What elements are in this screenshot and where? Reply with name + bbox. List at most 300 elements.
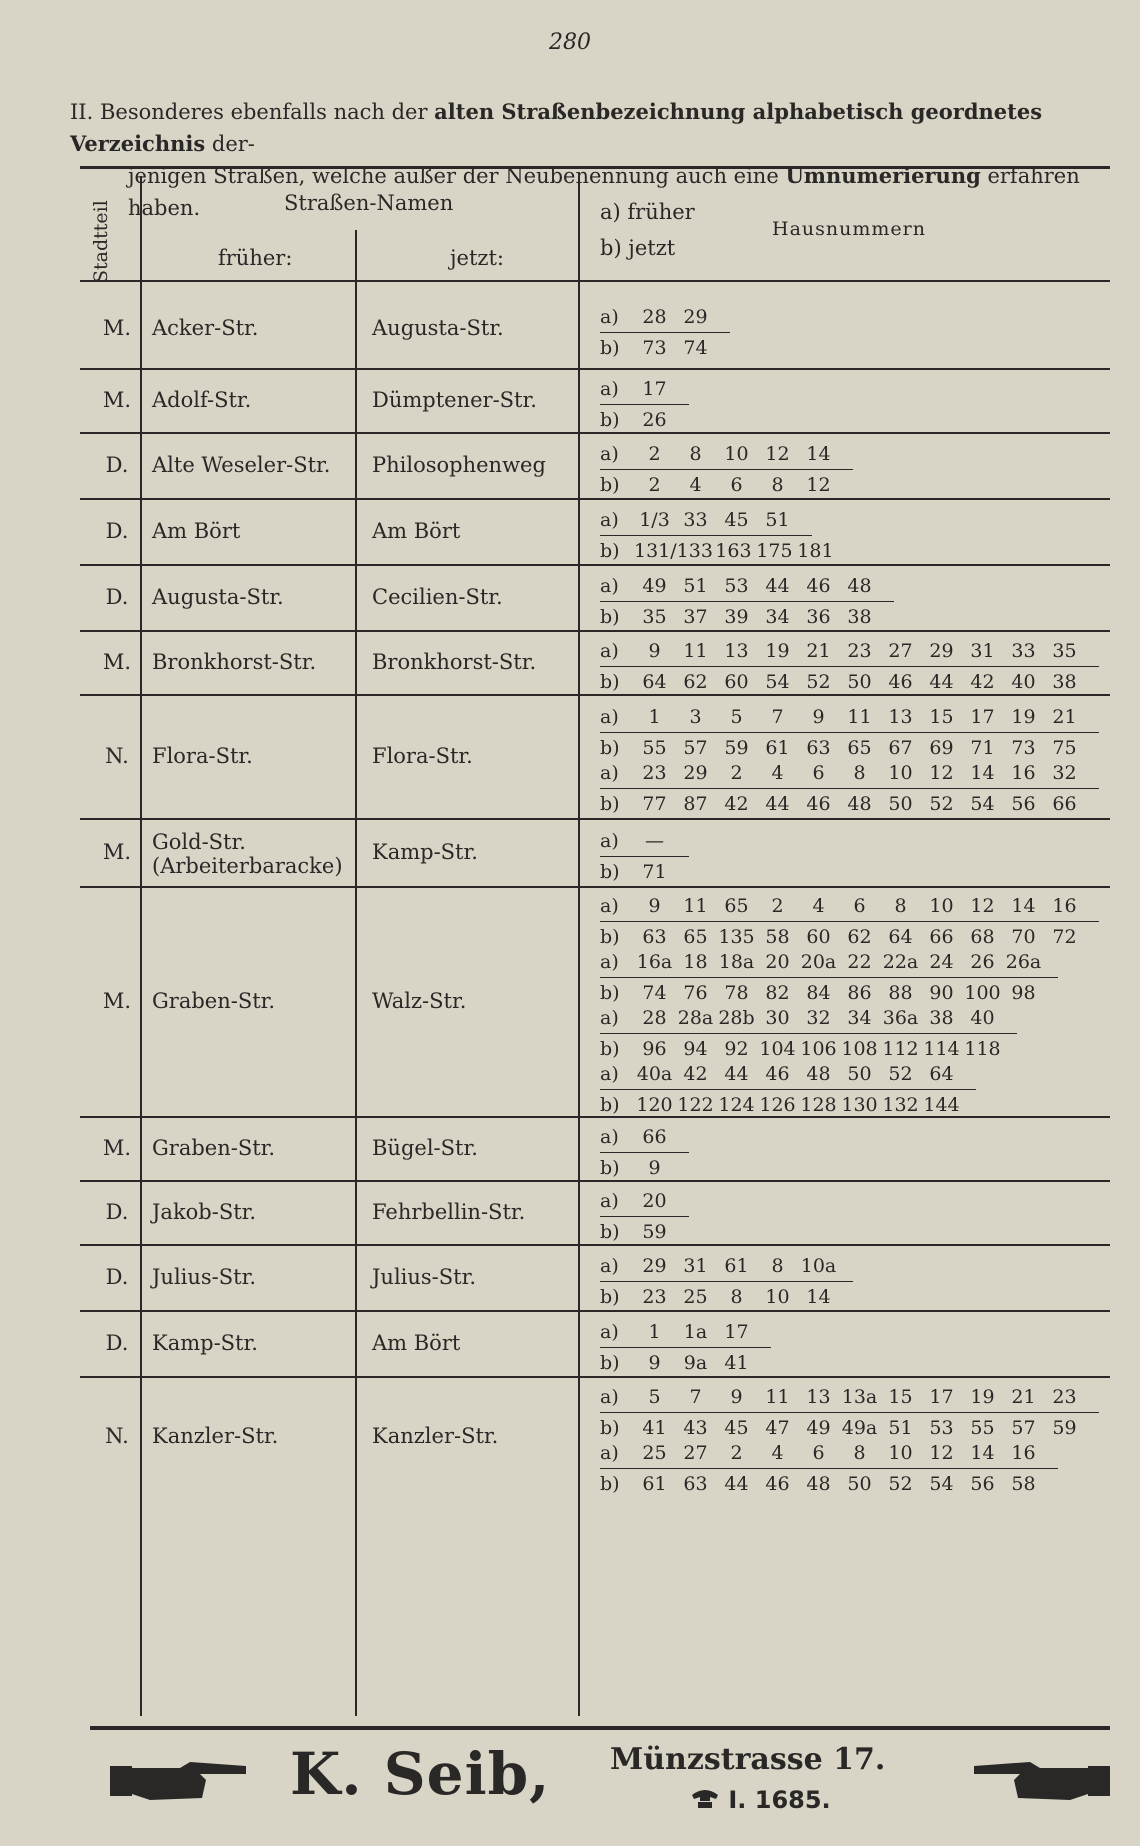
line-label: b) [600,409,620,431]
old-name-text: Graben-Str. [152,989,276,1013]
house-number: 25 [683,1286,708,1308]
cell-stadtteil: N. [105,1424,129,1448]
house-number: 23 [847,640,872,662]
house-number: 11 [847,706,872,728]
line-label: b) [600,1157,620,1179]
house-number: 144 [923,1094,960,1116]
house-number: 74 [642,982,667,1004]
cell-stadtteil: D. [105,1200,129,1224]
house-number: 88 [888,982,913,1004]
header-divider [80,280,1110,284]
house-number: 17 [970,706,995,728]
house-number: 29 [642,1255,667,1277]
house-number: 20a [800,951,837,973]
house-number: 57 [1011,1417,1036,1439]
house-number: 35 [1052,640,1077,662]
cell-new-name: Walz-Str. [372,989,467,1013]
line-label: b) [600,982,620,1004]
line-label: b) [600,861,620,883]
house-number: 9 [648,895,661,917]
house-number: 59 [724,737,749,759]
heading-text-4: erfahren haben. [128,164,1080,220]
house-number: 90 [929,982,954,1004]
house-number: 6 [730,474,743,496]
number-pair [600,1122,1105,1178]
numbers-line-b [600,789,1105,819]
table-row [80,1312,1110,1378]
house-number: 41 [724,1352,749,1374]
house-number: 40a [636,1063,673,1085]
numbers-line-a [600,1186,689,1217]
line-label: b) [600,1473,620,1495]
cell-old-name [152,1331,362,1355]
house-number: 27 [888,640,913,662]
old-name-text: Graben-Str. [152,1136,276,1160]
house-number: 1 [648,1321,661,1343]
house-number: 35 [642,606,667,628]
house-number: 22 [847,951,872,973]
table-row [80,696,1110,820]
house-number: 19 [1011,706,1036,728]
old-name-note: (Arbeiterbaracke) [152,854,343,878]
number-pair [600,302,1105,358]
house-number: 44 [724,1063,749,1085]
house-number: 4 [689,474,702,496]
numbers-line-a [600,1382,1099,1413]
house-number: 13 [724,640,749,662]
house-number: 50 [847,1063,872,1085]
house-number: 44 [929,671,954,693]
house-number: 55 [970,1417,995,1439]
house-number: 19 [970,1386,995,1408]
cell-new-name: Bügel-Str. [372,1136,478,1160]
house-number: 32 [1052,762,1077,784]
house-number: 67 [888,737,913,759]
numbers-line-a [600,1122,689,1153]
house-number: 6 [812,1442,825,1464]
numbers-line-a [600,302,730,333]
cell-old-name [152,744,362,768]
house-number: 8 [771,474,784,496]
line-label: b) [600,1094,620,1116]
house-number: 31 [970,640,995,662]
house-number: 6 [812,762,825,784]
house-number: 2 [730,1442,743,1464]
cell-stadtteil: D. [105,453,129,477]
number-pair [600,947,1105,1003]
house-number: 49 [806,1417,831,1439]
numbers-line-b [600,536,1105,566]
house-number: 8 [771,1255,784,1277]
house-number: 14 [970,1442,995,1464]
old-name-text: Gold-Str. [152,830,246,854]
line-label: b) [600,1038,620,1060]
house-number: 122 [677,1094,714,1116]
number-pair [600,758,1105,814]
number-pair [600,891,1105,947]
numbers-line-a [600,1438,1058,1469]
house-number: 48 [847,575,872,597]
line-label: a) [600,306,619,328]
house-number: 17 [929,1386,954,1408]
house-number: 64 [888,926,913,948]
house-number: 5 [648,1386,661,1408]
cell-old-name [152,830,362,878]
house-number: 1/3 [639,509,670,531]
cell-hausnummern [600,636,1105,692]
house-number: 53 [724,575,749,597]
house-number: 60 [806,926,831,948]
number-pair [600,1438,1105,1494]
old-name-text: Acker-Str. [152,316,259,340]
numbers-line-a [600,702,1099,733]
house-number: 4 [771,762,784,784]
numbers-line-a [600,758,1099,789]
house-number: 60 [724,671,749,693]
cell-stadtteil: D. [105,1331,129,1355]
numbers-line-b [600,1348,1105,1378]
numbers-line-a [600,1059,976,1090]
house-number: 7 [689,1386,702,1408]
house-number: 36a [882,1007,919,1029]
house-number: 10 [765,1286,790,1308]
heading-bold-1: alten Straßenbezeichnung alphabetisch geordnetes Verzeichnis [70,99,1043,156]
table-header [80,176,1110,284]
house-number: 47 [765,1417,790,1439]
house-number: 11 [765,1386,790,1408]
house-number: 124 [718,1094,755,1116]
house-number: 17 [724,1321,749,1343]
house-number: 9a [683,1352,708,1374]
house-number: 70 [1011,926,1036,948]
house-number: 96 [642,1038,667,1060]
old-name-text: Julius-Str. [152,1265,257,1289]
house-number: 58 [765,926,790,948]
house-number: 7 [771,706,784,728]
cell-old-name [152,316,362,340]
house-number: 39 [724,606,749,628]
cell-old-name [152,1424,362,1448]
house-number: 131/133 [634,540,713,562]
house-number: 2 [648,443,661,465]
house-number: 52 [929,793,954,815]
number-pair [600,505,1105,561]
house-number: 34 [847,1007,872,1029]
house-number: 14 [1011,895,1036,917]
house-number: 54 [970,793,995,815]
cell-hausnummern [600,571,1105,627]
house-number: 132 [882,1094,919,1116]
telephone-icon [690,1787,720,1815]
house-number: 38 [847,606,872,628]
house-number: 44 [724,1473,749,1495]
house-number: 10 [929,895,954,917]
numbers-line-a [600,1003,1017,1034]
house-number: 19 [765,640,790,662]
house-number: 41 [642,1417,667,1439]
house-number: 30 [765,1007,790,1029]
numbers-line-a [600,571,894,602]
line-label: a) [600,762,619,784]
house-number: 62 [847,926,872,948]
cell-old-name [152,1136,362,1160]
heading-numeral: II. [70,100,94,124]
house-number: 51 [683,575,708,597]
cell-stadtteil: M. [102,989,132,1013]
house-number: 42 [683,1063,708,1085]
line-label: b) [600,671,620,693]
cell-old-name [152,1200,362,1224]
cell-hausnummern [600,1382,1105,1494]
line-label: b) [600,737,620,759]
cell-stadtteil: D. [105,1265,129,1289]
house-number: 8 [689,443,702,465]
line-label: a) [600,1442,619,1464]
advert-phone-number: I. 1685. [728,1786,831,1814]
line-label: a) [600,1190,619,1212]
house-number: 78 [724,982,749,1004]
house-number: 38 [1052,671,1077,693]
house-number: 45 [724,1417,749,1439]
pointing-hand-right-icon [110,1758,250,1808]
house-number: 73 [1011,737,1036,759]
house-number: 40 [970,1007,995,1029]
house-number: 26 [970,951,995,973]
house-number: 48 [847,793,872,815]
house-number: 3 [689,706,702,728]
header-frueher: früher: [218,246,293,270]
house-number: 33 [683,509,708,531]
old-name-text: Jakob-Str. [152,1200,257,1224]
house-number: 66 [1052,793,1077,815]
line-label: a) [600,1255,619,1277]
house-number: 48 [806,1063,831,1085]
house-number: 11 [683,895,708,917]
house-number: 45 [724,509,749,531]
table-row [80,1246,1110,1312]
house-number: 87 [683,793,708,815]
house-number: 52 [806,671,831,693]
house-number: 42 [724,793,749,815]
house-number: 33 [1011,640,1036,662]
header-jetzt: jetzt: [450,246,504,270]
house-number: 42 [970,671,995,693]
house-number: 71 [970,737,995,759]
cell-new-name: Kamp-Str. [372,840,478,864]
house-number: 29 [683,762,708,784]
heading-text-2: der- [211,132,255,156]
house-number: 13a [841,1386,878,1408]
table-row [80,820,1110,888]
house-number: 9 [812,706,825,728]
old-name-text: Adolf-Str. [152,388,252,412]
house-number: 13 [888,706,913,728]
house-number: 44 [765,793,790,815]
house-number: 29 [929,640,954,662]
old-name-text: Bronkhorst-Str. [152,650,317,674]
house-number: 26 [642,409,667,431]
number-pair [600,826,1105,882]
heading-text-3: jenigen Straßen, welche außer der Neubenennung auch eine [128,164,779,188]
house-number: 9 [730,1386,743,1408]
numbers-line-a [600,947,1058,978]
house-number: 8 [853,1442,866,1464]
advertisement [90,1738,1110,1824]
line-label: a) [600,378,619,400]
house-number: 130 [841,1094,878,1116]
numbers-line-a [600,505,812,536]
table-row [80,1118,1110,1182]
numbers-line-b [600,1469,1105,1499]
line-label: b) [600,474,620,496]
advert-street: Münzstrasse 17. [610,1742,886,1777]
house-number: 48 [806,1473,831,1495]
house-number: 63 [806,737,831,759]
numbers-line-b [600,667,1105,697]
number-pair [600,1317,1105,1373]
house-number: 51 [765,509,790,531]
house-number: 1a [683,1321,708,1343]
house-number: 28 [642,1007,667,1029]
cell-stadtteil: D. [105,519,129,543]
line-label: b) [600,793,620,815]
house-number: 12 [806,474,831,496]
house-number: 37 [683,606,708,628]
table-row [80,888,1110,1118]
line-label: b) [600,606,620,628]
line-label: a) [600,640,619,662]
house-number: 1 [648,706,661,728]
pointing-hand-left-icon [970,1758,1110,1808]
line-label: a) [600,1007,619,1029]
house-number: 21 [1011,1386,1036,1408]
house-number: 62 [683,671,708,693]
house-number: 34 [765,606,790,628]
numbers-line-a [600,826,689,857]
house-number: 8 [853,762,866,784]
house-number: 8 [730,1286,743,1308]
house-number: 32 [806,1007,831,1029]
house-number: 73 [642,337,667,359]
house-number: 6 [853,895,866,917]
house-number: 181 [797,540,834,562]
house-number: 23 [1052,1386,1077,1408]
house-number: 84 [806,982,831,1004]
house-number: 20 [765,951,790,973]
old-name-text: Flora-Str. [152,744,253,768]
house-number: 28b [718,1007,755,1029]
house-number: 14 [970,762,995,784]
house-number: 61 [724,1255,749,1277]
house-number: 118 [964,1038,1001,1060]
house-number: 66 [929,926,954,948]
house-number: 21 [1052,706,1077,728]
house-number: 98 [1011,982,1036,1004]
house-number: 86 [847,982,872,1004]
house-number: 66 [642,1126,667,1148]
cell-old-name [152,1265,362,1289]
house-number: 61 [642,1473,667,1495]
house-number: 46 [765,1063,790,1085]
cell-stadtteil: M. [102,840,132,864]
house-number: 46 [806,575,831,597]
line-label: a) [600,1321,619,1343]
house-number: 46 [765,1473,790,1495]
heading-bold-2: Umnumerierung [785,163,981,188]
house-number: 5 [730,706,743,728]
house-number: 114 [923,1038,960,1060]
table-top-rule [80,166,1110,169]
cell-stadtteil: M. [102,650,132,674]
old-name-text: Kanzler-Str. [152,1424,279,1448]
house-number: 12 [765,443,790,465]
line-label: a) [600,443,619,465]
house-number: 23 [642,762,667,784]
cell-hausnummern [600,1186,1105,1242]
house-number: 16 [1011,1442,1036,1464]
numbers-line-b [600,470,1105,500]
house-number: 54 [929,1473,954,1495]
house-number: 15 [929,706,954,728]
house-number: 23 [642,1286,667,1308]
house-number: 106 [800,1038,837,1060]
house-number: 58 [1011,1473,1036,1495]
house-number: 120 [636,1094,673,1116]
house-number: 10 [724,443,749,465]
table-row [80,500,1110,566]
numbers-line-b [600,857,1105,887]
cell-new-name: Julius-Str. [372,1265,477,1289]
line-label: a) [600,895,619,917]
house-number: 24 [929,951,954,973]
old-name-text: Am Bört [152,519,241,543]
cell-new-name: Dümptener-Str. [372,388,537,412]
house-number: 14 [806,443,831,465]
house-number: 59 [642,1221,667,1243]
house-number: 43 [683,1417,708,1439]
cell-stadtteil: M. [102,1136,132,1160]
cell-hausnummern [600,1251,1105,1307]
house-number: 18 [683,951,708,973]
house-number: 46 [806,793,831,815]
line-label: b) [600,1352,620,1374]
house-number: 17 [642,378,667,400]
house-number: 69 [929,737,954,759]
cell-new-name: Bronkhorst-Str. [372,650,537,674]
table-row [80,370,1110,434]
line-label: a) [600,706,619,728]
line-label: b) [600,1286,620,1308]
line-label: a) [600,509,619,531]
house-number: 128 [800,1094,837,1116]
house-number: 63 [642,926,667,948]
header-hausnummern: Hausnummern [772,218,926,240]
line-label: b) [600,926,620,948]
number-pair [600,374,1105,430]
number-pair [600,702,1105,758]
house-number: 21 [806,640,831,662]
house-number: 36 [806,606,831,628]
house-number: 55 [642,737,667,759]
house-number: 2 [771,895,784,917]
house-number: 31 [683,1255,708,1277]
cell-old-name [152,388,362,412]
house-number: 61 [765,737,790,759]
cell-stadtteil: M. [102,388,132,412]
house-number: 76 [683,982,708,1004]
cell-new-name: Cecilien-Str. [372,585,503,609]
house-number: 75 [1052,737,1077,759]
